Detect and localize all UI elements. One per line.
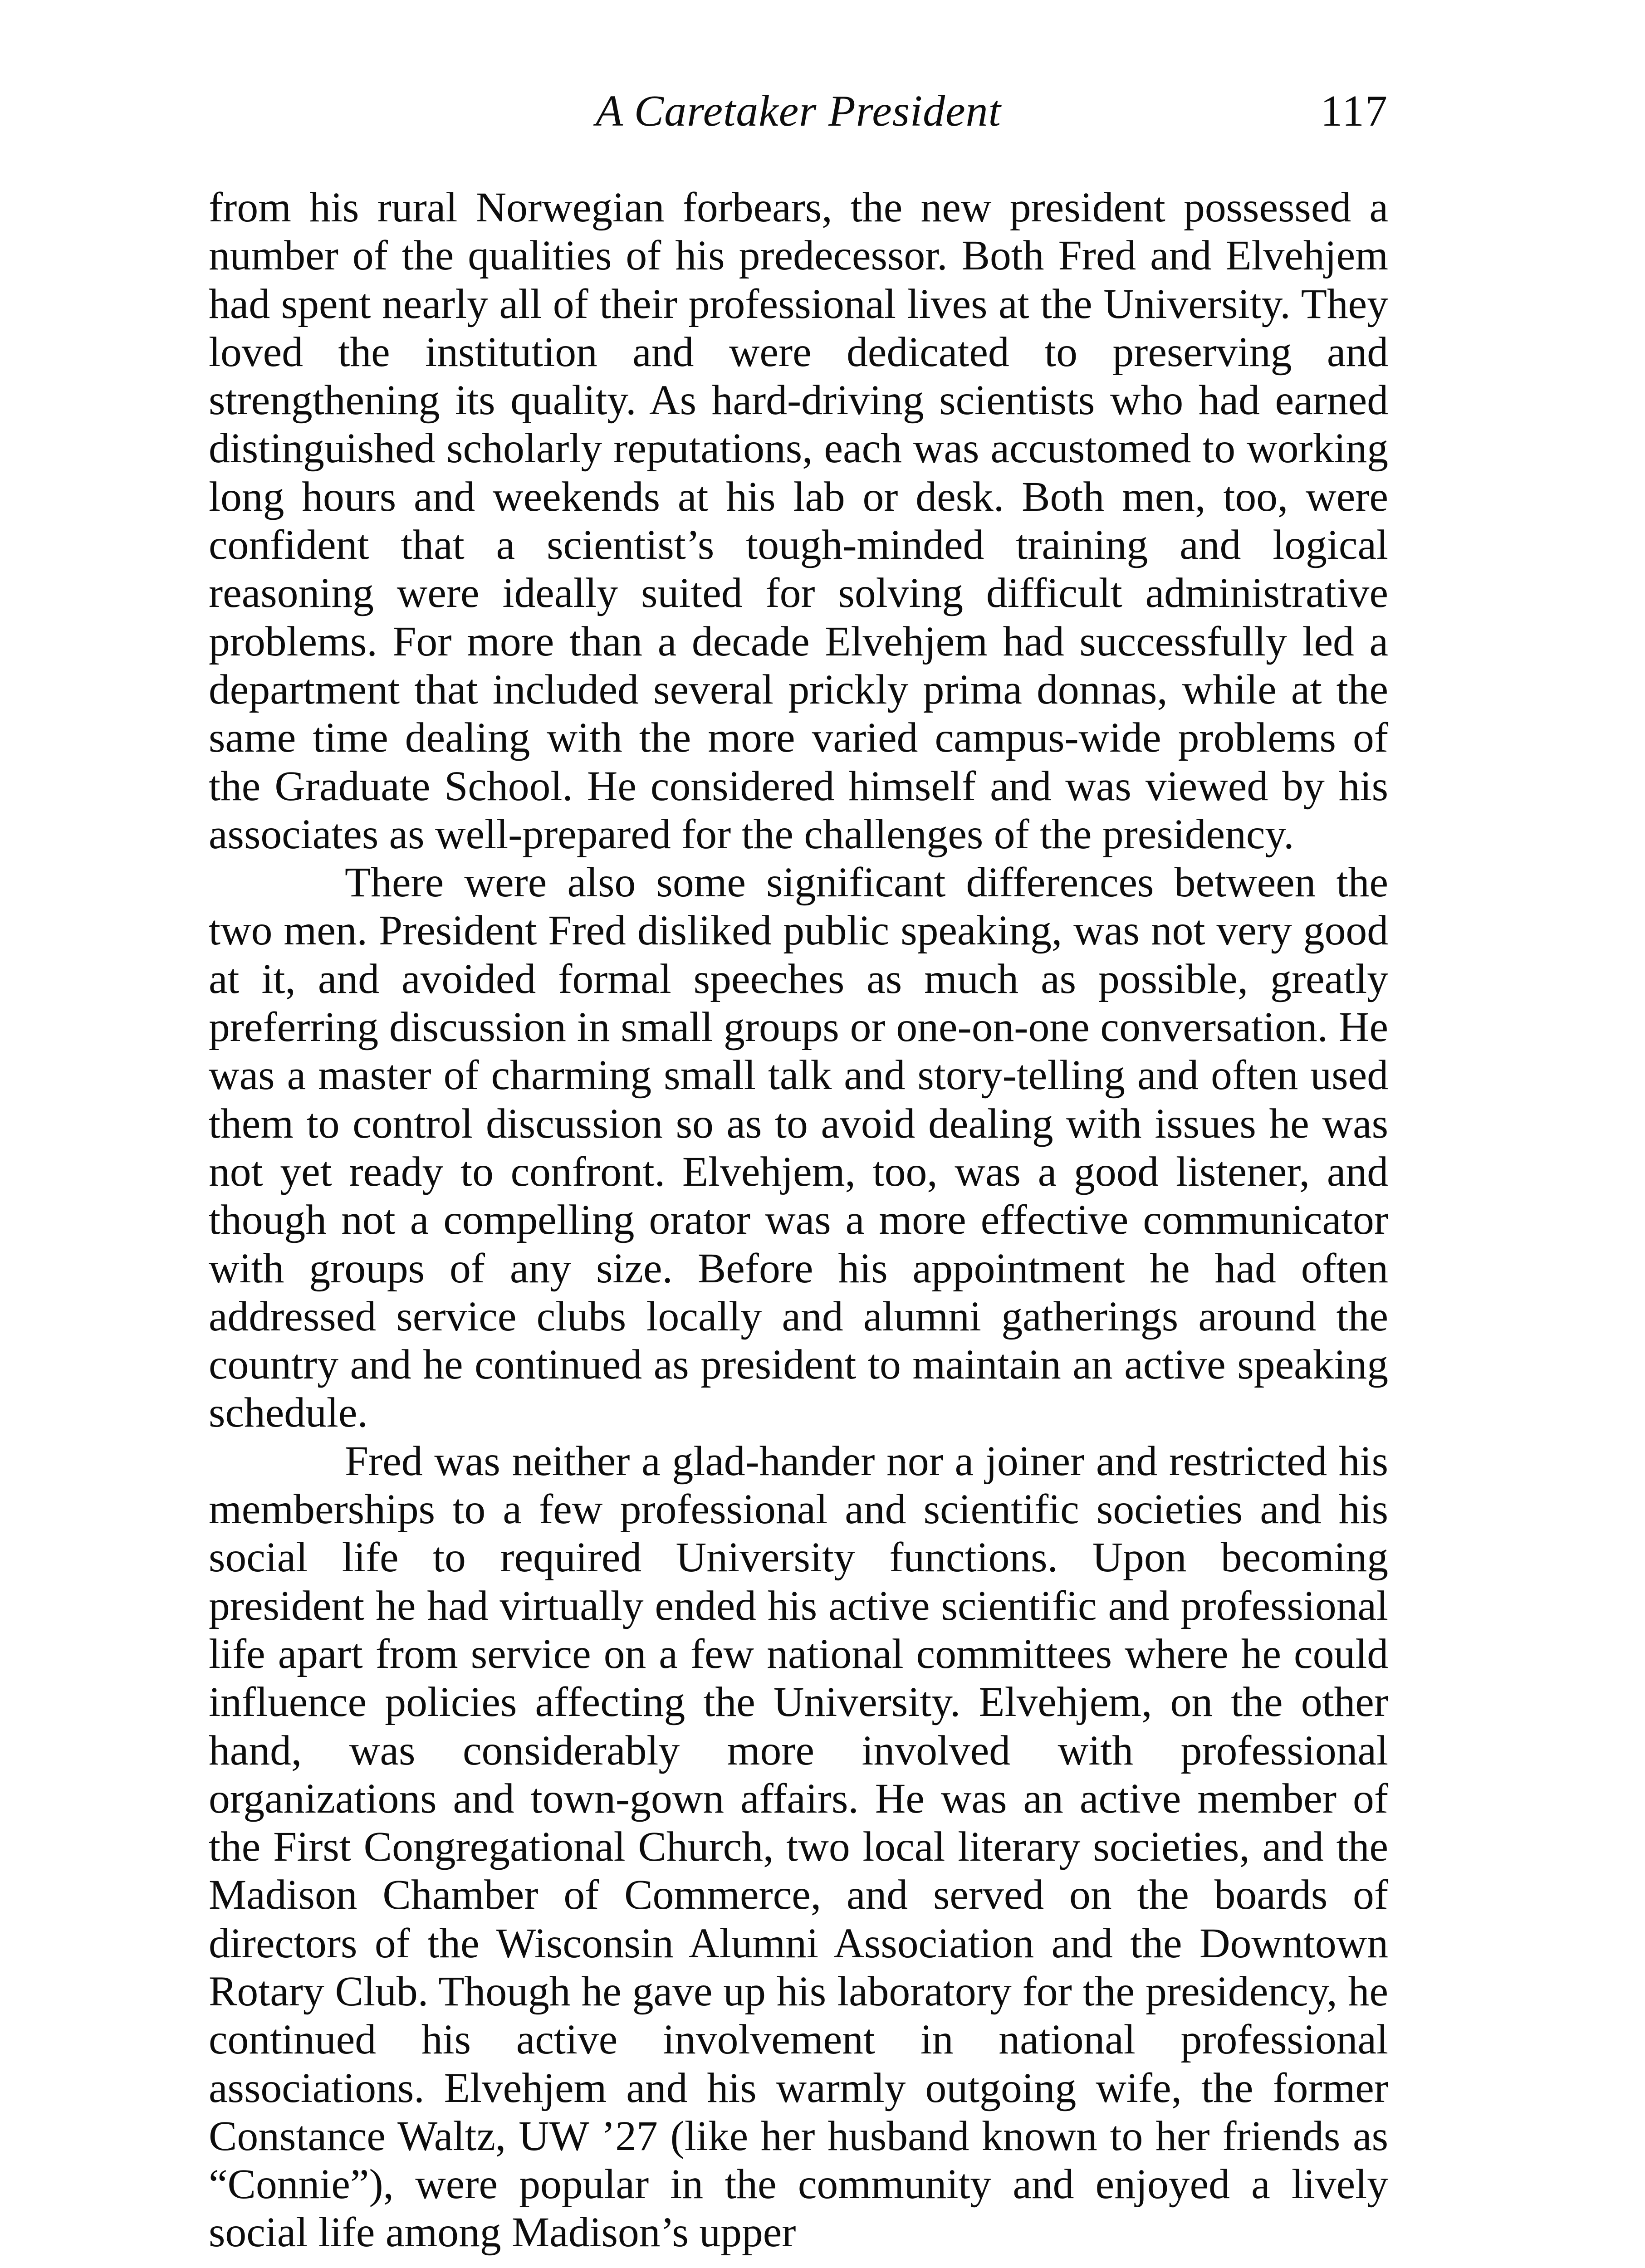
paragraph-continued: from his rural Norwegian forbears, the new president possessed a number of the qualities of his predecessor. Both Fred and Elvehjem had spent nearly all of their professional lives at the University. They loved the institution and were dedicated to preserving and strengthening its quality. As hard-driving scientists who had earned distinguished scholarly reputations, each was accustomed to working long hours and weekends at his lab or desk. Both men, too, were confident that a scientist’s tough-minded training and logical reasoning were ideally suited for solving difficult administrative problems. For more than a decade Elvehjem had successfully led a department that included several prickly prima donnas, while at the same time dealing with the more varied campus-wide problems of the Graduate School. He considered himself and was viewed by his associates as well-prepared for the challenges of the presidency.	[209, 184, 1388, 858]
paragraph-memberships: Fred was neither a glad-hander nor a joiner and restricted his memberships to a few professional and scientific societies and his social life to required University functions. Upon becoming president he had virtually ended his active scientific and professional life apart from service on a few national committees where he could influence policies affecting the University. Elvehjem, on the other hand, was considerably more involved with professional organizations and town-gown affairs. He was an active member of the First Congregational Church, two local literary societies, and the Madison Chamber of Commerce, and served on the boards of directors of the Wisconsin Alumni Association and the Downtown Rotary Club. Though he gave up his laboratory for the presidency, he continued his active involvement in national professional associations. Elvehjem and his warmly outgoing wife, the former Constance Waltz, UW ’27 (like her husband known to her friends as “Connie”), were popular in the community and enjoyed a lively social life among Madison’s upper	[209, 1437, 1388, 2256]
paragraph-differences: There were also some significant differences between the two men. President Fred disliked public speaking, was not very good at it, and avoided formal speeches as much as possible, greatly preferring discussion in small groups or one-on-one conversation. He was a master of charming small talk and story-telling and often used them to control discussion so as to avoid dealing with issues he was not yet ready to confront. Elvehjem, too, was a good listener, and though not a compelling orator was a more effective communicator with groups of any size. Before his appointment he had often addressed service clubs locally and alumni gatherings around the country and he continued as president to maintain an active speaking schedule.	[209, 859, 1388, 1437]
body-text	[209, 184, 1388, 2257]
chapter-title: A Caretaker President	[596, 87, 1001, 136]
page-number: 117	[1320, 87, 1388, 136]
running-header	[209, 82, 1388, 141]
